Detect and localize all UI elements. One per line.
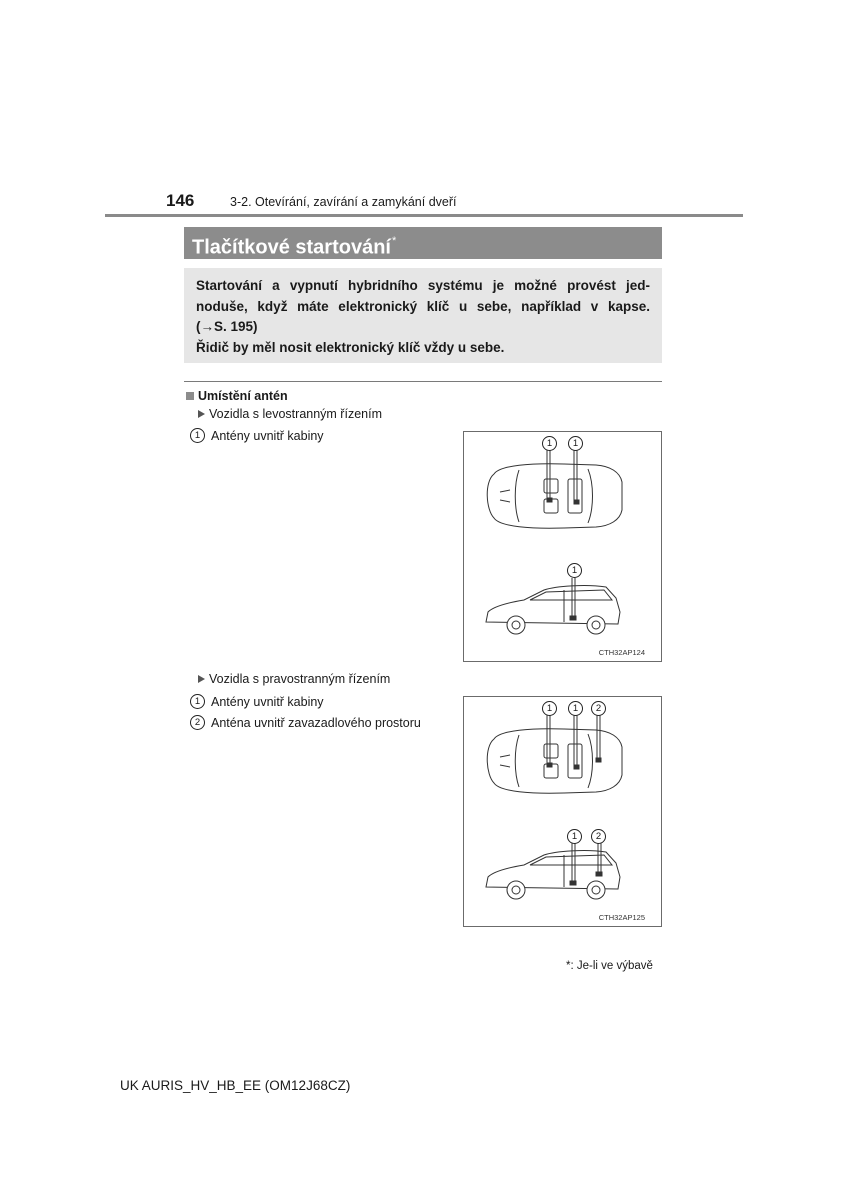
triangle-bullet-icon <box>198 410 205 418</box>
lhd-callout-side-1: 1 <box>567 563 582 578</box>
optional-equipment-marker: * <box>391 235 397 247</box>
rhd-car-illustration <box>464 697 663 928</box>
circled-number: 2 <box>190 715 205 730</box>
lhd-legend-item <box>190 428 324 443</box>
section-divider <box>184 381 662 382</box>
section-title-text: Tlačítkové startování <box>192 236 391 259</box>
rhd-variant-text: Vozidla s pravostranným řízením <box>209 672 391 686</box>
triangle-bullet-icon <box>198 675 205 683</box>
rhd-callout-side-1: 1 <box>567 829 582 844</box>
square-bullet-icon <box>186 392 194 400</box>
intro-line-2: noduše, když máte elektronický klíč u sebe, například v kapse. <box>196 298 650 314</box>
lhd-figure-code: CTH32AP124 <box>598 648 645 657</box>
lhd-callout-top-1: 1 <box>542 436 557 451</box>
header-divider <box>105 214 743 217</box>
intro-page-reference: (→S. 195) <box>196 319 258 334</box>
subsection-heading-text: Umístění antén <box>198 389 288 403</box>
legend-text: Antény uvnitř kabiny <box>211 428 324 443</box>
rhd-antenna-figure <box>463 696 662 927</box>
rhd-callout-side-2: 2 <box>591 829 606 844</box>
model-code: UK AURIS_HV_HB_EE (OM12J68CZ) <box>120 1078 351 1093</box>
rhd-callout-top-1: 1 <box>542 701 557 716</box>
rhd-legend-item-1 <box>190 694 324 709</box>
intro-line-4: Řidič by měl nosit elektronický klíč vždy u sebe. <box>196 339 505 355</box>
lhd-callout-top-2: 1 <box>568 436 583 451</box>
rhd-variant-label <box>198 672 390 686</box>
intro-box <box>184 268 662 363</box>
lhd-variant-text: Vozidla s levostranným řízením <box>209 407 382 421</box>
section-title <box>184 227 662 259</box>
footnote: *: Je-li ve výbavě <box>566 960 653 972</box>
legend-text: Anténa uvnitř zavazadlového prostoru <box>211 715 421 730</box>
legend-text: Antény uvnitř kabiny <box>211 694 324 709</box>
rhd-callout-top-2: 1 <box>568 701 583 716</box>
page-number: 146 <box>166 191 195 210</box>
circled-number: 1 <box>190 428 205 443</box>
lhd-car-illustration <box>464 432 663 663</box>
rhd-legend-item-2 <box>190 715 421 730</box>
circled-number: 1 <box>190 694 205 709</box>
lhd-antenna-figure <box>463 431 662 662</box>
rhd-figure-code: CTH32AP125 <box>598 913 645 922</box>
rhd-callout-top-3: 2 <box>591 701 606 716</box>
intro-line-1: Startování a vypnutí hybridního systému je možné provést jed- <box>196 278 650 293</box>
breadcrumb: 3-2. Otevírání, zavírání a zamykání dveří <box>230 195 457 209</box>
lhd-variant-label <box>198 407 382 421</box>
subsection-heading <box>186 389 288 403</box>
